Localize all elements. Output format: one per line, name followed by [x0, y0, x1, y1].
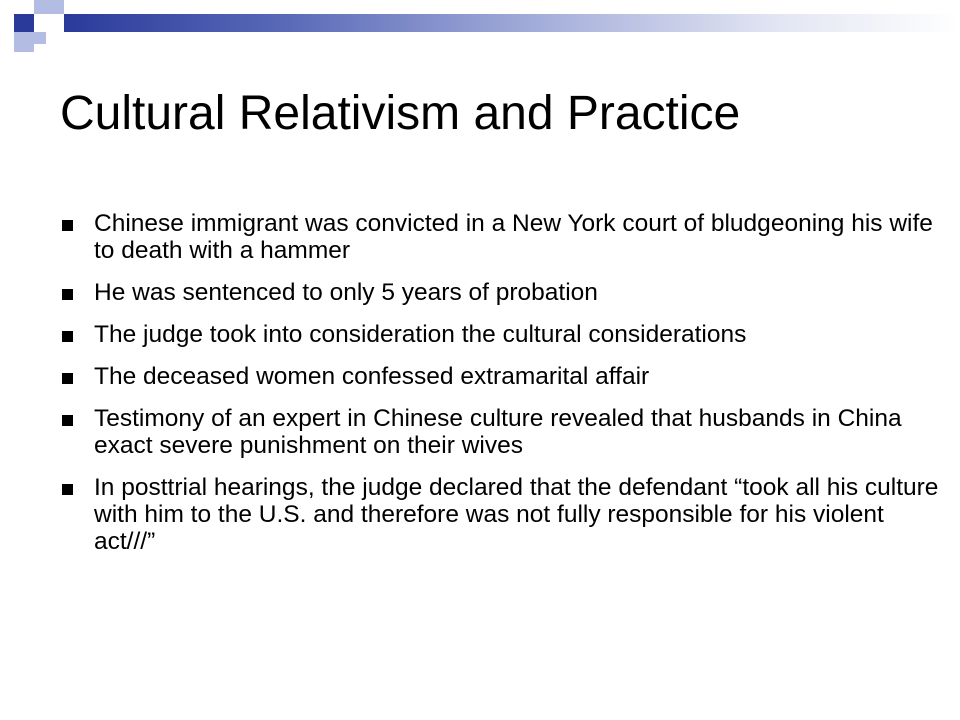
square-bullet-icon — [62, 373, 73, 384]
bullet-item — [62, 210, 942, 264]
square-bullet-icon — [62, 289, 73, 300]
bullet-item — [62, 279, 942, 306]
bullet-text: The judge took into consideration the cultural considerations — [94, 321, 747, 348]
bullet-item — [62, 321, 942, 348]
bullet-text: In posttrial hearings, the judge declared that the defendant “took all his culture with him to the U.S. and therefore was not fully responsible for his violent act///” — [94, 474, 939, 555]
slide-title: Cultural Relativism and Practice — [60, 87, 741, 140]
square-bullet-icon — [62, 331, 73, 342]
bullet-item — [62, 363, 942, 390]
bullet-text: Chinese immigrant was convicted in a New York court of bludgeoning his wife to death with a hammer — [94, 210, 933, 264]
bullet-item — [62, 474, 942, 555]
square-bullet-icon — [62, 484, 73, 495]
corner-square-light-small — [34, 32, 46, 44]
bullet-text: Testimony of an expert in Chinese culture revealed that husbands in China exact severe punishment on their wives — [94, 405, 902, 459]
bullet-list — [62, 210, 942, 570]
header-gradient-bar — [64, 14, 960, 32]
square-bullet-icon — [62, 220, 73, 231]
square-bullet-icon — [62, 415, 73, 426]
bullet-text: He was sentenced to only 5 years of probation — [94, 279, 598, 306]
corner-square-dark — [14, 14, 34, 32]
corner-square-light-top — [34, 0, 64, 14]
corner-square-light-left — [14, 32, 34, 52]
bullet-item — [62, 405, 942, 459]
bullet-text: The deceased women confessed extramarital affair — [94, 363, 650, 390]
